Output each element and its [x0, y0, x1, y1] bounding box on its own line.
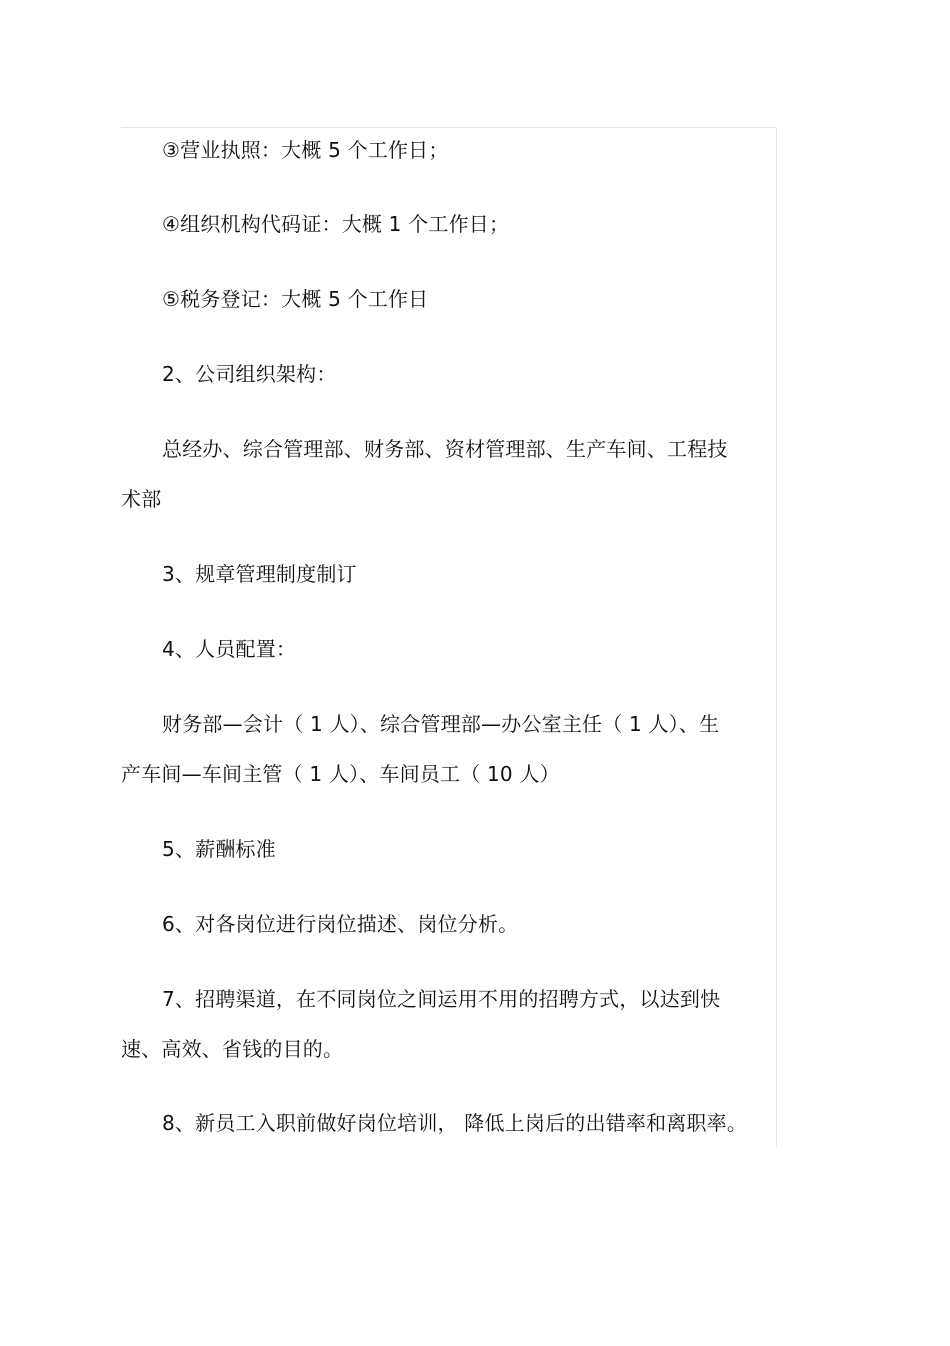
text-line-tax-registration: ⑤税务登记：大概 5 个工作日	[162, 287, 429, 311]
text-line-org-code-certificate: ④组织机构代码证：大概 1 个工作日；	[162, 212, 510, 236]
text-line-recruitment-channels: 7、招聘渠道，在不同岗位之间运用不用的招聘方式，以达到快	[162, 987, 721, 1011]
text-line-recruitment-continued: 速、高效、省钱的目的。	[121, 1037, 344, 1061]
text-line-staffing-detail: 财务部—会计（ 1 人）、综合管理部—办公室主任（ 1 人）、生	[162, 712, 720, 736]
text-line-regulations: 3、规章管理制度制订	[162, 562, 357, 586]
text-line-salary-standard: 5、薪酬标准	[162, 837, 276, 861]
text-line-org-structure-continued: 术部	[121, 487, 162, 511]
text-line-staffing-heading: 4、人员配置：	[162, 637, 297, 661]
text-line-business-license: ③营业执照：大概 5 个工作日；	[162, 138, 449, 162]
text-line-org-structure-heading: 2、公司组织架构：	[162, 362, 337, 386]
text-line-job-description: 6、对各岗位进行岗位描述、岗位分析。	[162, 912, 519, 936]
text-line-org-structure-departments: 总经办、综合管理部、财务部、资材管理部、生产车间、工程技	[162, 437, 728, 461]
text-line-onboarding-training: 8、新员工入职前做好岗位培训， 降低上岗后的出错率和离职率。	[162, 1111, 748, 1135]
text-line-staffing-detail-continued: 产车间—车间主管（ 1 人）、车间员工（ 10 人）	[121, 762, 560, 786]
